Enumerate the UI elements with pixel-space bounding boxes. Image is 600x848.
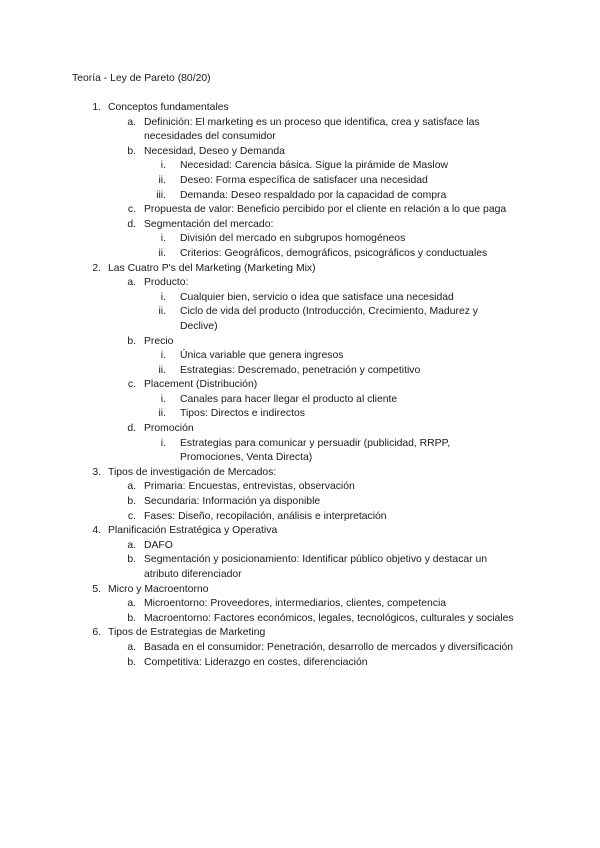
list-marker: iii. [156,189,166,201]
outline-item-level-3 [0,393,600,408]
outline-item-level-2 [0,612,600,627]
list-marker: 4. [92,525,101,537]
outline-item-level-2 [0,641,600,656]
list-marker: c. [127,379,136,391]
list-marker: ii. [158,247,166,259]
list-item-text: Planificación Estratégica y Operativa [108,525,278,537]
list-item-text: Necesidad, Deseo y Demanda [144,145,285,157]
outline-item-level-2 [0,335,600,350]
list-item-text: Estrategias: Descremado, penetración y competitivo [180,364,421,376]
outline-item-level-2 [0,218,600,233]
list-item-text: Tipos de Estrategias de Marketing [108,627,266,639]
outline-item-level-1 [0,262,600,277]
list-item-text: División del mercado en subgrupos homogéneos [180,233,406,245]
list-marker: b. [127,496,136,508]
outline-item-level-2 [0,495,600,510]
document-title: Teoría - Ley de Pareto (80/20) [72,73,211,84]
list-marker: 2. [92,262,101,274]
list-item-text: Criterios: Geográficos, demográficos, psicográficos y conductuales [180,247,488,259]
outline-item-level-2 [0,553,600,582]
outline-item-level-2 [0,116,600,145]
list-marker: c. [127,510,136,522]
list-item-text: Conceptos fundamentales [108,102,229,113]
list-item-text: Macroentorno: Factores económicos, legales, tecnológicos, culturales y sociales [144,612,514,624]
list-marker: i. [160,350,166,362]
outline-item-level-3 [0,174,600,189]
list-marker: 5. [92,583,101,595]
outline-item-level-1 [0,626,600,641]
list-marker: d. [127,218,136,230]
list-item-text: Las Cuatro P's del Marketing (Marketing Mix) [108,262,316,274]
list-marker: ii. [158,364,166,376]
list-item-text: Basada en el consumidor: Penetración, desarrollo de mercados y diversificación [144,641,514,653]
list-item-text: Cualquier bien, servicio o idea que satisface una necesidad [180,291,454,303]
list-item-text: Primaria: Encuestas, entrevistas, observación [144,481,355,493]
outline-item-level-2 [0,203,600,218]
outline-item-level-3 [0,291,600,306]
list-marker: a. [127,539,136,551]
list-marker: 1. [92,102,101,113]
list-marker: a. [127,116,136,128]
list-item-text: Demanda: Deseo respaldado por la capacidad de compra [180,189,447,201]
list-item-text: Ciclo de vida del producto (Introducción, Crecimiento, Madurez y Declive) [180,306,479,332]
list-marker: b. [127,145,136,157]
outline-item-level-3 [0,247,600,262]
list-item-text: Necesidad: Carencia básica. Sigue la pirámide de Maslow [180,160,448,172]
outline-item-level-1 [0,583,600,598]
list-marker: c. [127,204,136,216]
list-marker: ii. [158,306,166,318]
outline-item-level-1 [0,101,600,116]
list-marker: i. [160,291,166,303]
list-item-text: Microentorno: Proveedores, intermediarios, clientes, competencia [144,598,447,610]
outline-item-level-2 [0,145,600,160]
outline-item-level-3 [0,305,600,334]
list-item-text: Competitiva: Liderazgo en costes, diferenciación [144,656,368,668]
list-marker: 6. [92,627,101,639]
list-marker: a. [127,481,136,493]
list-marker: i. [160,233,166,245]
list-item-text: Canales para hacer llegar el producto al cliente [180,393,398,405]
outline-item-level-2 [0,656,600,671]
outline-item-level-2 [0,539,600,554]
outline-item-level-2 [0,510,600,525]
list-marker: a. [127,277,136,289]
outline-item-level-3 [0,437,600,466]
list-item-text: Tipos: Directos e indirectos [180,408,305,420]
outline-item-level-3 [0,232,600,247]
list-marker: a. [127,598,136,610]
outline-item-level-3 [0,407,600,422]
list-marker: ii. [158,408,166,420]
list-item-text: Producto: [144,277,189,289]
outline-item-level-2 [0,480,600,495]
list-marker: i. [160,437,166,449]
list-item-text: Deseo: Forma específica de satisfacer una necesidad [180,174,428,186]
list-item-text: Definición: El marketing es un proceso que identifica, crea y satisface las necesidades del consumidor [144,116,480,143]
outline-item-level-3 [0,189,600,204]
list-marker: b. [127,335,136,347]
list-item-text: Secundaria: Información ya disponible [144,496,321,508]
list-item-text: DAFO [144,539,173,551]
list-item-text: Estrategias para comunicar y persuadir (publicidad, RRPP, Promociones, Venta Directa) [180,437,451,464]
list-item-text: Fases: Diseño, recopilación, análisis e interpretación [144,510,387,522]
list-marker: b. [127,612,136,624]
list-item-text: Micro y Macroentorno [108,583,209,595]
outline-item-level-2 [0,597,600,612]
list-item-text: Tipos de investigación de Mercados: [108,466,277,478]
list-item-text: Placement (Distribución) [144,379,258,391]
outline-item-level-2 [0,378,600,393]
outline-item-level-1 [0,466,600,481]
outline-item-level-1 [0,524,600,539]
outline-list [0,101,600,670]
list-marker: ii. [158,174,166,186]
list-item-text: Promoción [144,423,194,435]
list-marker: i. [160,393,166,405]
outline-item-level-3 [0,349,600,364]
outline-item-level-3 [0,364,600,379]
outline-item-level-2 [0,276,600,291]
list-item-text: Propuesta de valor: Beneficio percibido por el cliente en relación a lo que paga [144,204,507,216]
list-item-text: Precio [144,335,174,347]
list-marker: b. [127,656,136,668]
list-marker: 3. [92,466,101,478]
list-item-text: Segmentación y posicionamiento: Identificar público objetivo y destacar un atributo diferenciador [144,554,488,580]
list-marker: i. [160,160,166,172]
list-marker: b. [127,554,136,566]
list-item-text: Única variable que genera ingresos [180,350,344,362]
outline-item-level-3 [0,159,600,174]
outline-item-level-2 [0,422,600,437]
list-item-text: Segmentación del mercado: [144,218,274,230]
list-marker: a. [127,641,136,653]
list-marker: d. [127,423,136,435]
